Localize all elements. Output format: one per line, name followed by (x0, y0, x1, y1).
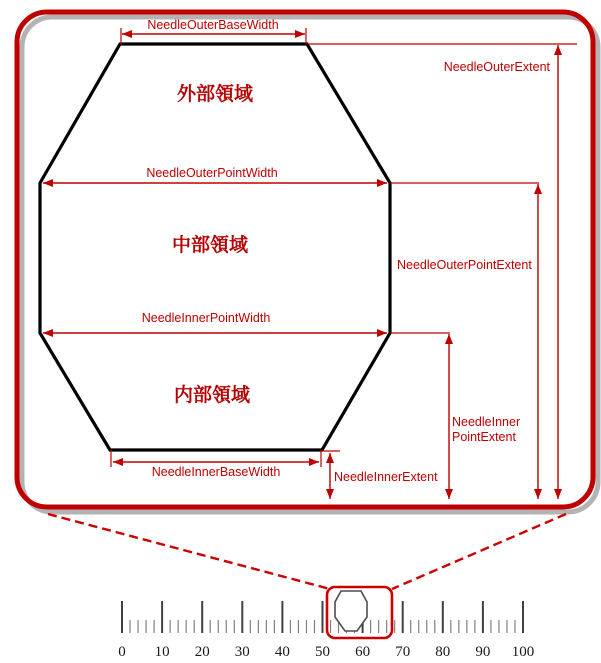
inner-point-extent-label-line1: NeedleInner (452, 415, 521, 429)
ruler-ticks (122, 601, 523, 633)
ruler-number: 80 (435, 644, 451, 660)
inner-extent-label: NeedleInnerExtent (334, 470, 438, 484)
ruler-number: 60 (355, 644, 371, 660)
ruler-number: 10 (154, 644, 170, 660)
region-label-inner: 内部領域 (173, 384, 251, 406)
ruler-number: 0 (118, 644, 126, 660)
zoom-connector-right (392, 514, 566, 589)
outer-point-width-label: NeedleOuterPointWidth (146, 166, 278, 180)
ruler-labels (118, 644, 534, 660)
outer-base-width-label: NeedleOuterBaseWidth (147, 18, 279, 32)
ruler-number: 40 (274, 644, 290, 660)
ruler-number: 50 (315, 644, 330, 660)
inner-base-width-label: NeedleInnerBaseWidth (151, 465, 281, 479)
ruler-number: 20 (194, 644, 210, 660)
mini-needle-shape (335, 591, 367, 631)
ruler-number: 70 (395, 644, 411, 660)
ruler-number: 90 (475, 644, 491, 660)
ruler-number: 100 (511, 644, 535, 660)
outer-point-extent-label: NeedleOuterPointExtent (397, 258, 532, 272)
outer-extent-label: NeedleOuterExtent (443, 60, 550, 74)
zoom-connector-left (48, 514, 330, 589)
region-label-outer: 外部領域 (176, 83, 254, 105)
inner-point-extent-label-line2: PointExtent (452, 430, 516, 444)
inner-point-width-label: NeedleInnerPointWidth (141, 311, 271, 325)
ruler-number: 30 (234, 644, 250, 660)
region-label-middle: 中部領域 (171, 234, 249, 256)
